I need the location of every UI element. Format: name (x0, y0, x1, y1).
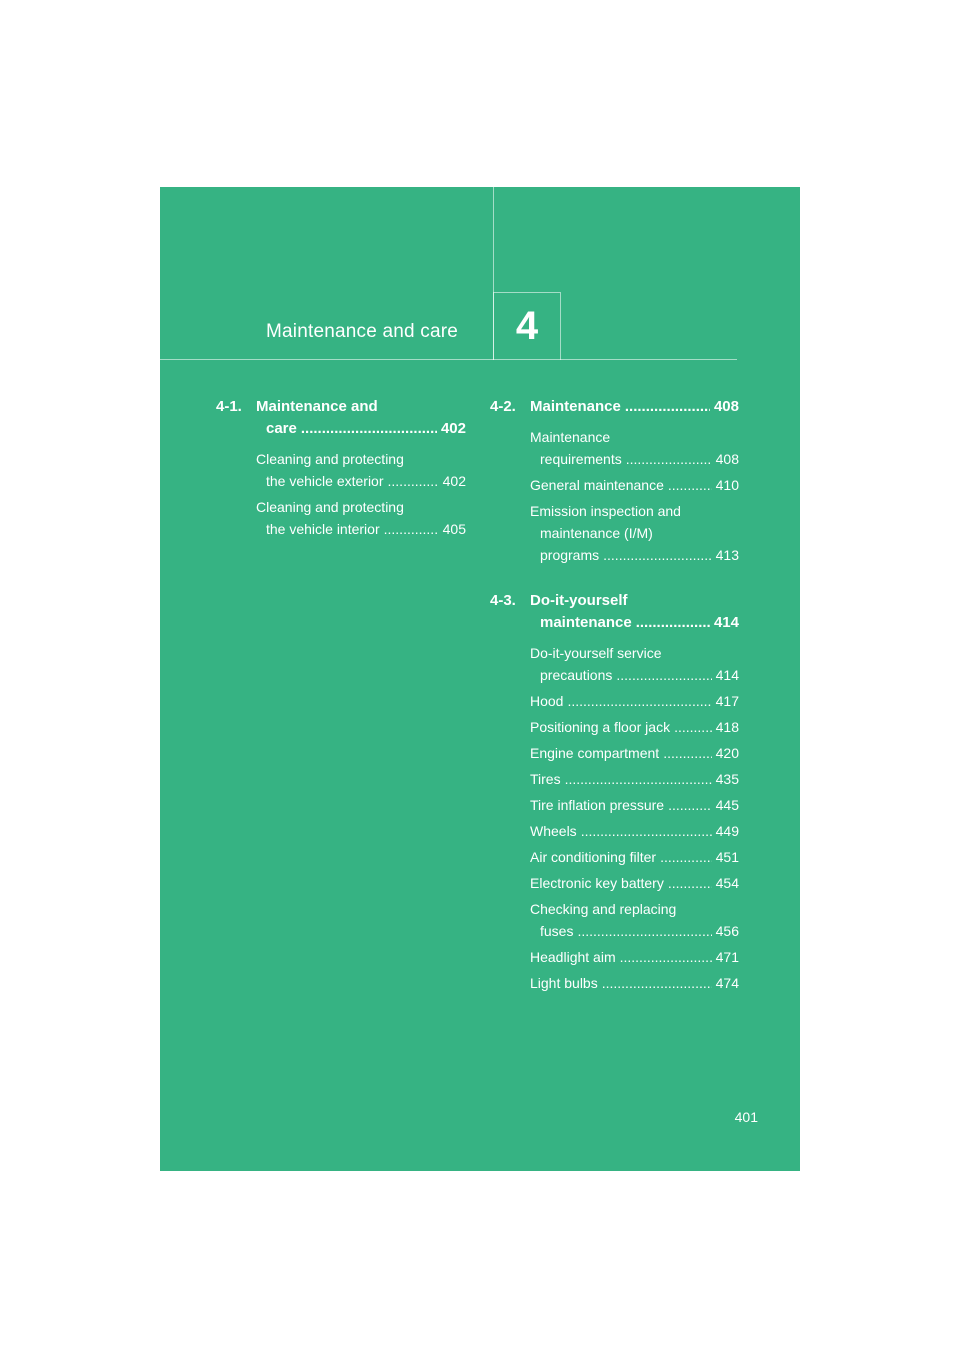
entry-title: Air conditioning filter (530, 849, 657, 865)
entry-title: Maintenance (530, 429, 611, 445)
entry-page: 456 (715, 923, 739, 939)
entry-title: Cleaning and protecting (256, 499, 404, 515)
entry-page: 471 (715, 949, 739, 965)
leader-dots (668, 474, 712, 496)
toc-entry[interactable] (530, 500, 739, 566)
entry-page: 408 (715, 451, 739, 467)
entry-title-cont: programs (540, 547, 600, 563)
toc-entry[interactable] (530, 872, 739, 894)
entry-page: 420 (715, 745, 739, 761)
toc-entry[interactable] (530, 898, 739, 942)
toc-section-4-1[interactable] (216, 396, 466, 440)
leader-dots (625, 396, 710, 418)
section-page: 402 (440, 420, 466, 437)
page-number: 401 (734, 1109, 758, 1125)
leader-dots (620, 946, 712, 968)
entry-title: Engine compartment (530, 745, 660, 761)
toc-column-left (216, 396, 466, 544)
entry-title: Checking and replacing (530, 901, 677, 917)
entry-page: 402 (442, 473, 466, 489)
leader-dots (565, 768, 712, 790)
toc-entry[interactable] (256, 496, 466, 540)
toc-column-right (490, 396, 739, 998)
leader-dots (581, 820, 712, 842)
section-title-cont: care (266, 420, 297, 437)
leader-dots (301, 418, 437, 440)
section-number: 4-3. (490, 592, 516, 609)
leader-dots (603, 544, 712, 566)
toc-entry[interactable] (530, 768, 739, 790)
leader-dots (602, 972, 712, 994)
toc-entry[interactable] (530, 716, 739, 738)
leader-dots (616, 664, 711, 686)
entry-page: 417 (715, 693, 739, 709)
entry-title: Cleaning and protecting (256, 451, 404, 467)
section-number: 4-2. (490, 398, 516, 415)
chapter-number: 4 (493, 292, 561, 360)
entry-title: Light bulbs (530, 975, 598, 991)
entry-title: Headlight aim (530, 949, 616, 965)
divider-horizontal (160, 359, 737, 360)
entry-title: Wheels (530, 823, 577, 839)
entry-title: Do-it-yourself service (530, 645, 662, 661)
leader-dots (636, 612, 710, 634)
leader-dots (577, 920, 711, 942)
entry-title-cont: the vehicle interior (266, 521, 380, 537)
section-page: 414 (713, 614, 739, 631)
entry-page: 474 (715, 975, 739, 991)
entry-page: 414 (715, 667, 739, 683)
leader-dots (626, 448, 712, 470)
entry-title: Tires (530, 771, 561, 787)
entry-page: 413 (715, 547, 739, 563)
leader-dots (384, 518, 439, 540)
leader-dots (668, 794, 712, 816)
toc-entry[interactable] (256, 448, 466, 492)
toc-entry[interactable] (530, 972, 739, 994)
entry-title: Positioning a floor jack (530, 719, 671, 735)
entry-page: 449 (715, 823, 739, 839)
entry-title-cont: requirements (540, 451, 622, 467)
entry-title-cont: the vehicle exterior (266, 473, 384, 489)
leader-dots (674, 716, 712, 738)
entry-page: 454 (715, 875, 739, 891)
toc-entry[interactable] (530, 820, 739, 842)
toc-section-4-2[interactable] (490, 396, 739, 418)
toc-entry[interactable] (530, 474, 739, 496)
leader-dots (660, 846, 712, 868)
entry-page: 445 (715, 797, 739, 813)
entry-page: 435 (715, 771, 739, 787)
toc-entry[interactable] (530, 742, 739, 764)
toc-entry[interactable] (530, 690, 739, 712)
toc-section-4-3[interactable] (490, 590, 739, 634)
leader-dots (567, 690, 711, 712)
leader-dots (663, 742, 711, 764)
chapter-title: Maintenance and care (265, 321, 458, 342)
entry-title-cont: precautions (540, 667, 613, 683)
section-title-cont: maintenance (540, 614, 632, 631)
section-number: 4-1. (216, 398, 242, 415)
entry-title: General maintenance (530, 477, 664, 493)
entry-title-cont: maintenance (I/M) (540, 525, 653, 541)
entry-page: 451 (715, 849, 739, 865)
leader-dots (388, 470, 439, 492)
chapter-panel (160, 187, 800, 1171)
toc-entry[interactable] (530, 846, 739, 868)
toc-entry[interactable] (530, 946, 739, 968)
section-title: Maintenance and (256, 398, 378, 415)
toc-entry[interactable] (530, 642, 739, 686)
section-title: Maintenance (530, 398, 621, 415)
entry-page: 410 (715, 477, 739, 493)
entry-title: Hood (530, 693, 564, 709)
entry-title: Electronic key battery (530, 875, 664, 891)
entry-page: 418 (715, 719, 739, 735)
section-page: 408 (713, 398, 739, 415)
entry-title-cont: fuses (540, 923, 574, 939)
entry-title: Tire inflation pressure (530, 797, 665, 813)
entry-title: Emission inspection and (530, 503, 681, 519)
toc-entry[interactable] (530, 794, 739, 816)
entry-page: 405 (442, 521, 466, 537)
leader-dots (668, 872, 712, 894)
toc-entry[interactable] (530, 426, 739, 470)
section-title: Do-it-yourself (530, 592, 628, 609)
